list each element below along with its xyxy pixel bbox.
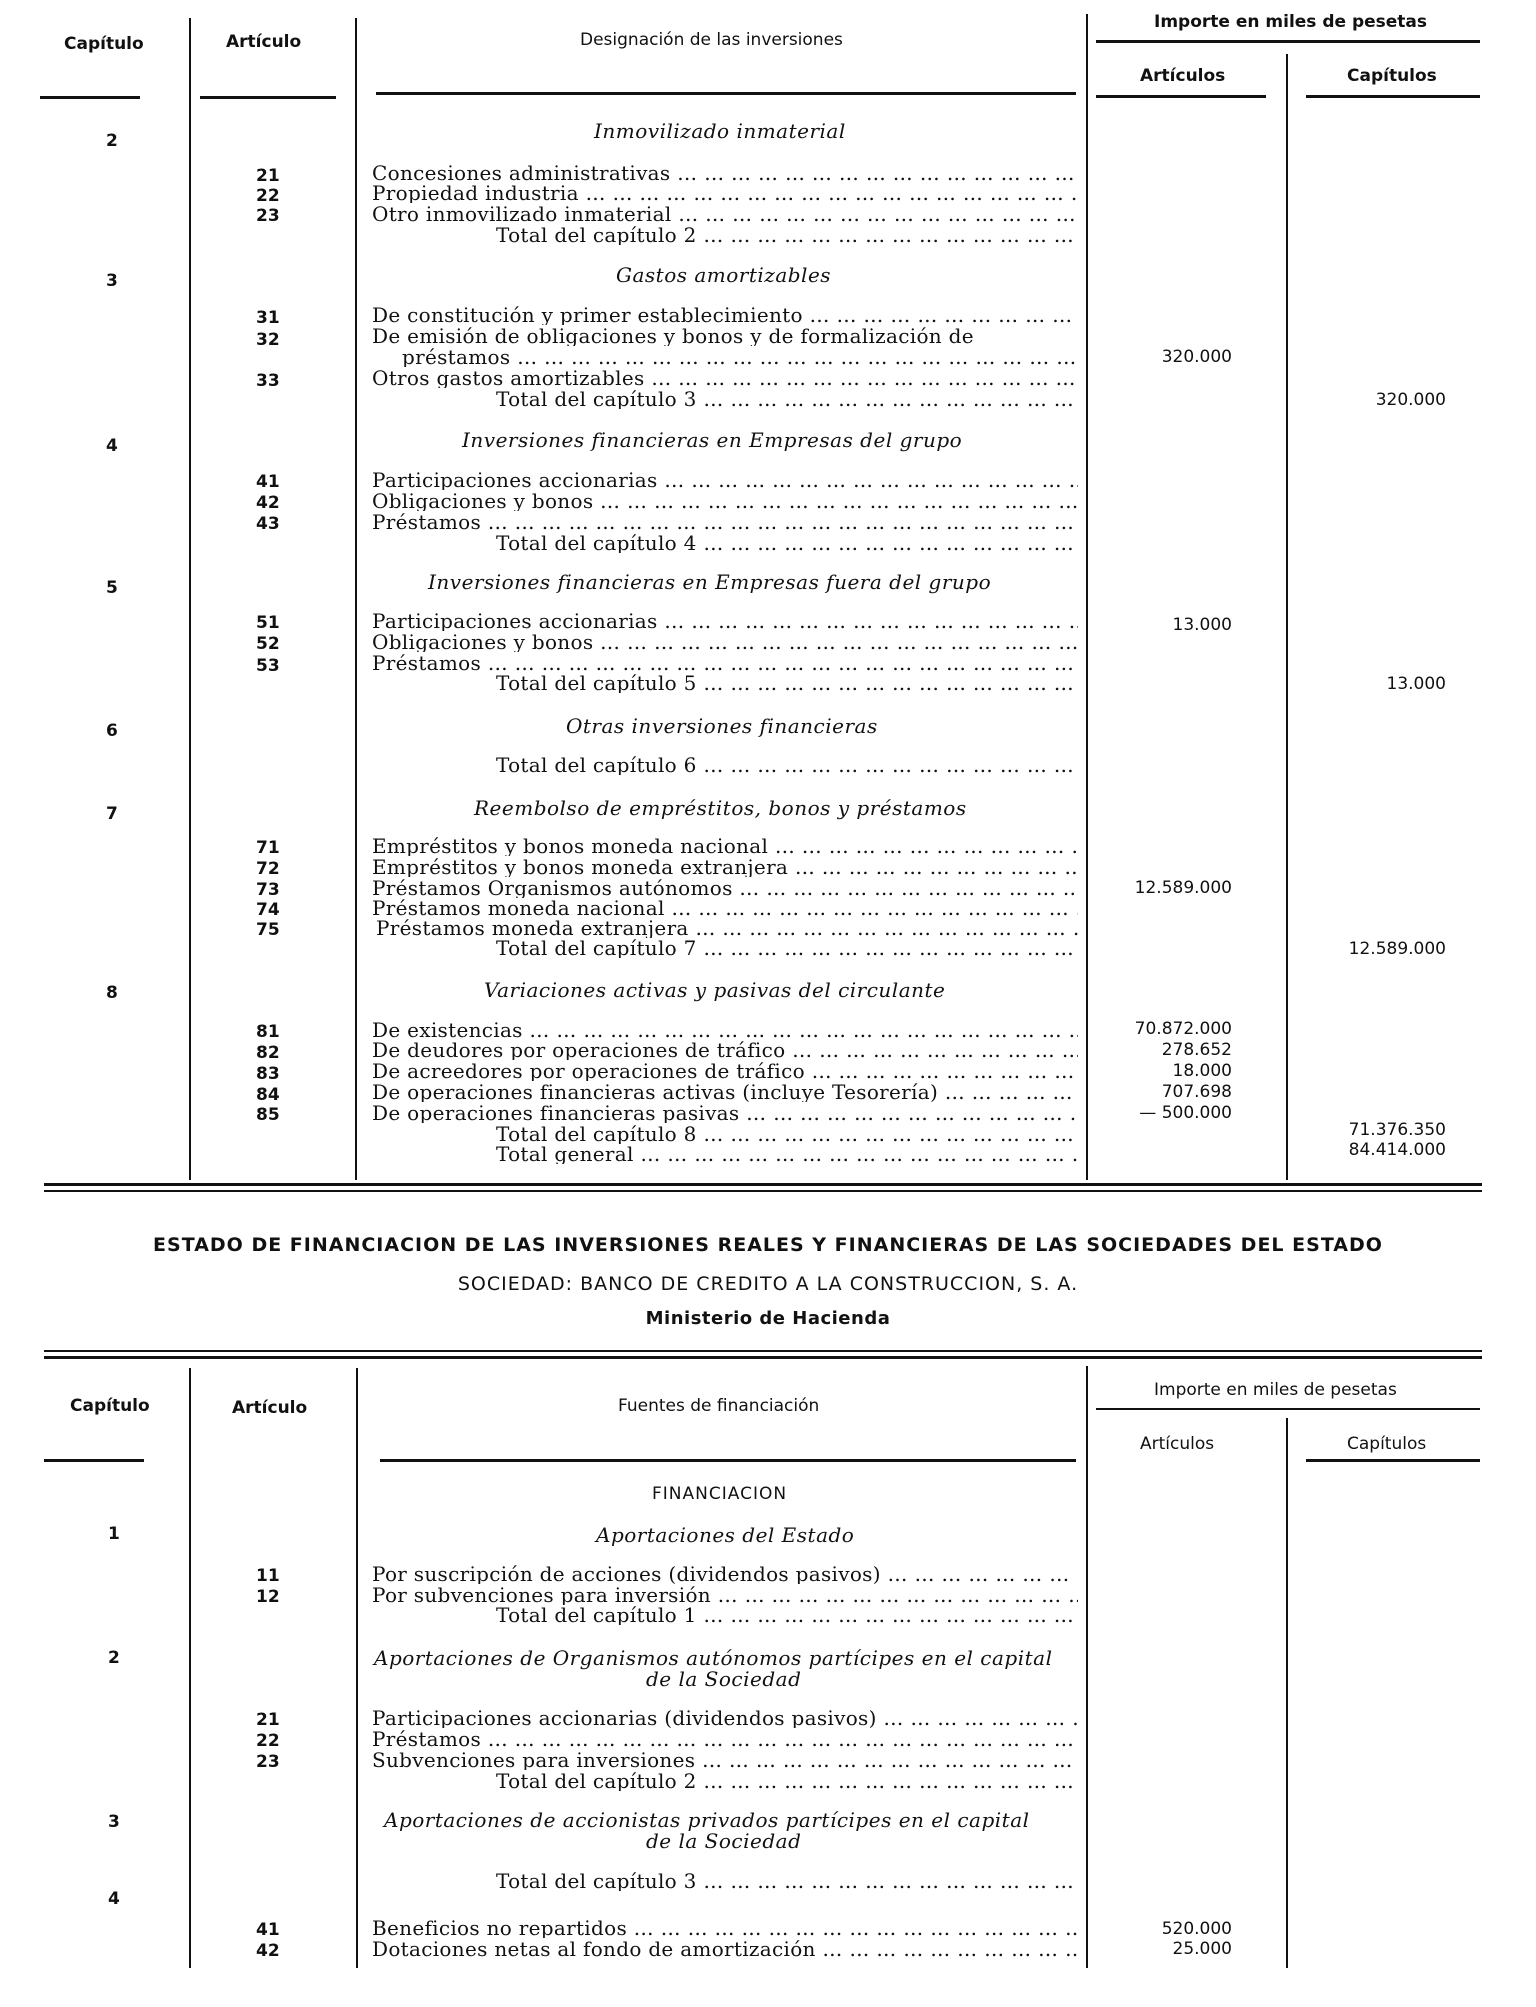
row-label: Otros gastos amortizables … … … … … … … … … … … … … … … … … … … … … … … … … … … … … … … … … … … … … bbox=[372, 368, 1078, 388]
section-title-cont: de la Sociedad bbox=[646, 1667, 802, 1691]
col-header-capitulos: Capítulos bbox=[1347, 1434, 1427, 1454]
amount-capitulo: 13.000 bbox=[1386, 674, 1446, 694]
article-number: 53 bbox=[256, 656, 280, 676]
article-number: 82 bbox=[256, 1043, 280, 1063]
amount-capitulo: 320.000 bbox=[1375, 390, 1446, 410]
article-number: 42 bbox=[256, 1941, 280, 1961]
chapter-number: 5 bbox=[106, 578, 118, 598]
total-label: Total del capítulo 7 … … … … … … … … … … … … … … … … … … … … … … … … … … … … … … … … … … … … … bbox=[496, 938, 1078, 958]
amount-articulo: 12.589.000 bbox=[1134, 878, 1232, 898]
total-label: Total del capítulo 2 … … … … … … … … … … … … … … … … … … … … … … … … … … … … … … … … … … … … … bbox=[496, 1771, 1078, 1791]
table-top-rule bbox=[44, 1356, 1482, 1359]
row-label: De constitución y primer establecimiento … … … … … … … … … … … … … … … … … … … … … … … … … … … … … … … … … … … … … bbox=[372, 305, 1078, 325]
article-number: 41 bbox=[256, 1920, 280, 1940]
total-label: Total general … … … … … … … … … … … … … … … … … … … … … … … … … … … … … … … … … … … … … bbox=[496, 1144, 1078, 1164]
chapter-number: 2 bbox=[106, 131, 118, 151]
header-underline bbox=[44, 1459, 144, 1462]
chapter-number: 3 bbox=[106, 271, 118, 291]
ministry-name: Ministerio de Hacienda bbox=[645, 1308, 891, 1329]
amount-capitulo: 71.376.350 bbox=[1348, 1120, 1446, 1140]
header-underline bbox=[1306, 95, 1480, 98]
article-number: 22 bbox=[256, 1731, 280, 1751]
row-label: De deudores por operaciones de tráfico … … … … … … … … … … … … … … … … … … … … … … … … … … … … … … … … … … … … … bbox=[372, 1040, 1078, 1060]
row-label: Concesiones administrativas … … … … … … … … … … … … … … … … … … … … … … … … … … … … … … … … … … … … … bbox=[372, 163, 1078, 183]
column-divider bbox=[189, 1368, 191, 1968]
section-title: Gastos amortizables bbox=[616, 263, 832, 287]
article-number: 41 bbox=[256, 472, 280, 492]
total-label: Total del capítulo 8 … … … … … … … … … … … … … … … … … … … … … … … … … … … … … … … … … … … … … bbox=[496, 1124, 1078, 1144]
row-label: Participaciones accionarias … … … … … … … … … … … … … … … … … … … … … … … … … … … … … … … … … … … … … bbox=[372, 611, 1078, 631]
article-number: 71 bbox=[256, 838, 280, 858]
total-label: Total del capítulo 6 … … … … … … … … … … … … … … … … … … … … … … … … … … … … … … … … … … … … … bbox=[496, 755, 1078, 775]
col-header-importe: Importe en miles de pesetas bbox=[1154, 1380, 1397, 1400]
article-number: 84 bbox=[256, 1085, 280, 1105]
section-title: Inversiones financieras en Empresas fuera del grupo bbox=[428, 570, 992, 594]
section-title: Aportaciones del Estado bbox=[596, 1523, 855, 1547]
section-title: Variaciones activas y pasivas del circulante bbox=[484, 978, 946, 1002]
chapter-number: 8 bbox=[106, 983, 118, 1003]
section-title: Reembolso de empréstitos, bonos y préstamos bbox=[474, 796, 967, 820]
section-title: Inmovilizado inmaterial bbox=[594, 119, 846, 143]
amount-articulo: 25.000 bbox=[1172, 1939, 1232, 1959]
header-underline bbox=[376, 92, 1076, 95]
column-divider bbox=[189, 18, 191, 1180]
chapter-number: 4 bbox=[108, 1889, 120, 1909]
row-label: De acreedores por operaciones de tráfico … … … … … … … … … … … … … … … … … … … … … … … … … … … … … … … … … … … … … bbox=[372, 1061, 1078, 1081]
article-number: 42 bbox=[256, 493, 280, 513]
col-header-capitulo: Capítulo bbox=[70, 1396, 150, 1416]
company-name: SOCIEDAD: BANCO DE CREDITO A LA CONSTRUCCION, S. A. bbox=[457, 1273, 1079, 1295]
article-number: 81 bbox=[256, 1022, 280, 1042]
article-number: 21 bbox=[256, 166, 280, 186]
row-label: Préstamos moneda nacional … … … … … … … … … … … … … … … … … … … … … … … … … … … … … … … … … … … … … bbox=[372, 898, 1078, 918]
article-number: 23 bbox=[256, 206, 280, 226]
chapter-number: 4 bbox=[106, 436, 118, 456]
col-header-capitulos: Capítulos bbox=[1347, 66, 1437, 86]
row-label: Préstamos … … … … … … … … … … … … … … … … … … … … … … … … … … … … … … … … … … … … … bbox=[372, 512, 1078, 532]
article-number: 12 bbox=[256, 1587, 280, 1607]
total-label: Total del capítulo 2 … … … … … … … … … … … … … … … … … … … … … … … … … … … … … … … … … … … … … bbox=[496, 225, 1078, 245]
row-label: Participaciones accionarias (dividendos pasivos) … … … … … … … … … … … … … … … … … … … … … … … … … … … … … … … … … … … … … bbox=[372, 1708, 1078, 1728]
header-underline bbox=[40, 96, 140, 99]
header-underline bbox=[380, 1459, 1076, 1462]
row-label: Empréstitos y bonos moneda extranjera … … … … … … … … … … … … … … … … … … … … … … … … … … … … … … … … … … … … … bbox=[372, 857, 1078, 877]
chapter-number: 3 bbox=[108, 1812, 120, 1832]
chapter-number: 2 bbox=[108, 1648, 120, 1668]
row-label: Préstamos moneda extranjera … … … … … … … … … … … … … … … … … … … … … … … … … … … … … … … … … … … … … bbox=[376, 918, 1078, 938]
page-title: ESTADO DE FINANCIACION DE LAS INVERSIONES REALES Y FINANCIERAS DE LAS SOCIEDADES DEL ESTADO bbox=[153, 1234, 1383, 1256]
amount-articulo: 70.872.000 bbox=[1134, 1019, 1232, 1039]
column-divider bbox=[1286, 54, 1288, 1180]
column-divider bbox=[1086, 14, 1088, 1180]
article-number: 11 bbox=[256, 1566, 280, 1586]
amount-articulo: 278.652 bbox=[1161, 1040, 1232, 1060]
article-number: 72 bbox=[256, 859, 280, 879]
row-label: Propiedad industria … … … … … … … … … … … … … … … … … … … … … … … … … … … … … … … … … … … … … bbox=[372, 183, 1078, 203]
col-header-capitulo: Capítulo bbox=[64, 34, 144, 54]
financiacion-label: FINANCIACION bbox=[652, 1484, 788, 1504]
col-header-designacion: Designación de las inversiones bbox=[580, 30, 843, 50]
row-label: De existencias … … … … … … … … … … … … … … … … … … … … … … … … … … … … … … … … … … … … … bbox=[372, 1020, 1078, 1040]
article-number: 22 bbox=[256, 186, 280, 206]
column-divider bbox=[356, 1368, 358, 1968]
article-number: 83 bbox=[256, 1064, 280, 1084]
column-divider bbox=[1086, 1366, 1088, 1968]
col-header-articulos: Artículos bbox=[1140, 1434, 1215, 1454]
row-label: Participaciones accionarias … … … … … … … … … … … … … … … … … … … … … … … … … … … … … … … … … … … … … bbox=[372, 470, 1078, 490]
row-label: Obligaciones y bonos … … … … … … … … … … … … … … … … … … … … … … … … … … … … … … … … … … … … … bbox=[372, 491, 1078, 511]
section-title: Aportaciones de accionistas privados partícipes en el capital bbox=[384, 1808, 1030, 1832]
article-number: 74 bbox=[256, 900, 280, 920]
article-number: 75 bbox=[256, 920, 280, 940]
amount-capitulo: 12.589.000 bbox=[1348, 939, 1446, 959]
amount-articulo: 18.000 bbox=[1172, 1061, 1232, 1081]
column-divider bbox=[1286, 1418, 1288, 1968]
row-label: Dotaciones netas al fondo de amortización … … … … … … … … … … … … … … … … … … … … … … … … … … … … … … … … … … … … … bbox=[372, 1939, 1078, 1959]
row-label: Empréstitos y bonos moneda nacional … … … … … … … … … … … … … … … … … … … … … … … … … … … … … … … … … … … … … bbox=[372, 836, 1078, 856]
row-label: Préstamos … … … … … … … … … … … … … … … … … … … … … … … … … … … … … … … … … … … … … bbox=[372, 653, 1078, 673]
article-number: 43 bbox=[256, 514, 280, 534]
chapter-number: 7 bbox=[106, 804, 118, 824]
table-bottom-rule bbox=[44, 1183, 1482, 1186]
header-underline bbox=[200, 96, 336, 99]
total-label: Total del capítulo 5 … … … … … … … … … … … … … … … … … … … … … … … … … … … … … … … … … … … … … bbox=[496, 673, 1078, 693]
row-label: Subvenciones para inversiones … … … … … … … … … … … … … … … … … … … … … … … … … … … … … … … … … … … … … bbox=[372, 1750, 1078, 1770]
total-label: Total del capítulo 3 … … … … … … … … … … … … … … … … … … … … … … … … … … … … … … … … … … … … … bbox=[496, 389, 1078, 409]
article-number: 23 bbox=[256, 1752, 280, 1772]
total-label: Total del capítulo 4 … … … … … … … … … … … … … … … … … … … … … … … … … … … … … … … … … … … … … bbox=[496, 533, 1078, 553]
row-label: Beneficios no repartidos … … … … … … … … … … … … … … … … … … … … … … … … … … … … … … … … … … … … … bbox=[372, 1918, 1078, 1938]
row-label: De operaciones financieras activas (incluye Tesorería) … … … … … … … … … … … … … … … … … … … … … … … … … … … … … … … … … … … … … bbox=[372, 1082, 1078, 1102]
col-header-articulo: Artículo bbox=[226, 32, 302, 52]
amount-articulo: 520.000 bbox=[1161, 1919, 1232, 1939]
total-label: Total del capítulo 1 … … … … … … … … … … … … … … … … … … … … … … … … … … … … … … … … … … … … … bbox=[496, 1605, 1078, 1625]
article-number: 31 bbox=[256, 308, 280, 328]
row-label: De operaciones financieras pasivas … … … … … … … … … … … … … … … … … … … … … … … … … … … … … … … … … … … … … bbox=[372, 1103, 1078, 1123]
section-title: Otras inversiones financieras bbox=[566, 714, 878, 738]
chapter-number: 1 bbox=[108, 1524, 120, 1544]
amount-articulo: 320.000 bbox=[1161, 347, 1232, 367]
row-label: De emisión de obligaciones y bonos y de formalización de bbox=[372, 326, 974, 346]
chapter-number: 6 bbox=[106, 721, 118, 741]
article-number: 33 bbox=[256, 371, 280, 391]
total-label: Total del capítulo 3 … … … … … … … … … … … … … … … … … … … … … … … … … … … … … … … … … … … … … bbox=[496, 1871, 1078, 1891]
row-label: Obligaciones y bonos … … … … … … … … … … … … … … … … … … … … … … … … … … … … … … … … … … … … … bbox=[372, 632, 1078, 652]
article-number: 73 bbox=[256, 880, 280, 900]
row-label: Por subvenciones para inversión … … … … … … … … … … … … … … … … … … … … … … … … … … … … … … … … … … … … … bbox=[372, 1585, 1078, 1605]
row-label: Préstamos … … … … … … … … … … … … … … … … … … … … … … … … … … … … … … … … … … … … … bbox=[372, 1729, 1078, 1749]
col-header-articulos: Artículos bbox=[1140, 66, 1226, 86]
amount-articulo: — 500.000 bbox=[1139, 1103, 1232, 1123]
table-bottom-rule bbox=[44, 1190, 1482, 1192]
section-title: Aportaciones de Organismos autónomos partícipes en el capital bbox=[374, 1646, 1053, 1670]
col-header-fuentes: Fuentes de financiación bbox=[618, 1396, 820, 1416]
row-label: préstamos … … … … … … … … … … … … … … … … … … … … … … … … … … … … … … … … … … … … … bbox=[402, 347, 1078, 367]
header-underline bbox=[1306, 1459, 1480, 1462]
row-label: Préstamos Organismos autónomos … … … … … … … … … … … … … … … … … … … … … … … … … … … … … … … … … … … … … bbox=[372, 878, 1078, 898]
article-number: 85 bbox=[256, 1105, 280, 1125]
row-label: Otro inmovilizado inmaterial … … … … … … … … … … … … … … … … … … … … … … … … … … … … … … … … … … … … … bbox=[372, 204, 1078, 224]
header-underline bbox=[1096, 95, 1266, 98]
article-number: 32 bbox=[256, 330, 280, 350]
article-number: 21 bbox=[256, 1710, 280, 1730]
header-underline bbox=[1096, 1408, 1480, 1410]
col-header-articulo: Artículo bbox=[232, 1398, 308, 1418]
row-label: Por suscripción de acciones (dividendos pasivos) … … … … … … … … … … … … … … … … … … … … … … … … … … … … … … … … … … … … … bbox=[372, 1564, 1078, 1584]
col-header-importe: Importe en miles de pesetas bbox=[1154, 12, 1428, 32]
amount-articulo: 707.698 bbox=[1161, 1082, 1232, 1102]
section-title: Inversiones financieras en Empresas del grupo bbox=[462, 428, 963, 452]
table-top-rule bbox=[44, 1350, 1482, 1352]
article-number: 51 bbox=[256, 613, 280, 633]
article-number: 52 bbox=[256, 634, 280, 654]
header-underline bbox=[1096, 40, 1480, 43]
amount-capitulo: 84.414.000 bbox=[1348, 1140, 1446, 1160]
column-divider bbox=[355, 18, 357, 1180]
section-title-cont: de la Sociedad bbox=[646, 1829, 802, 1853]
amount-articulo: 13.000 bbox=[1172, 615, 1232, 635]
